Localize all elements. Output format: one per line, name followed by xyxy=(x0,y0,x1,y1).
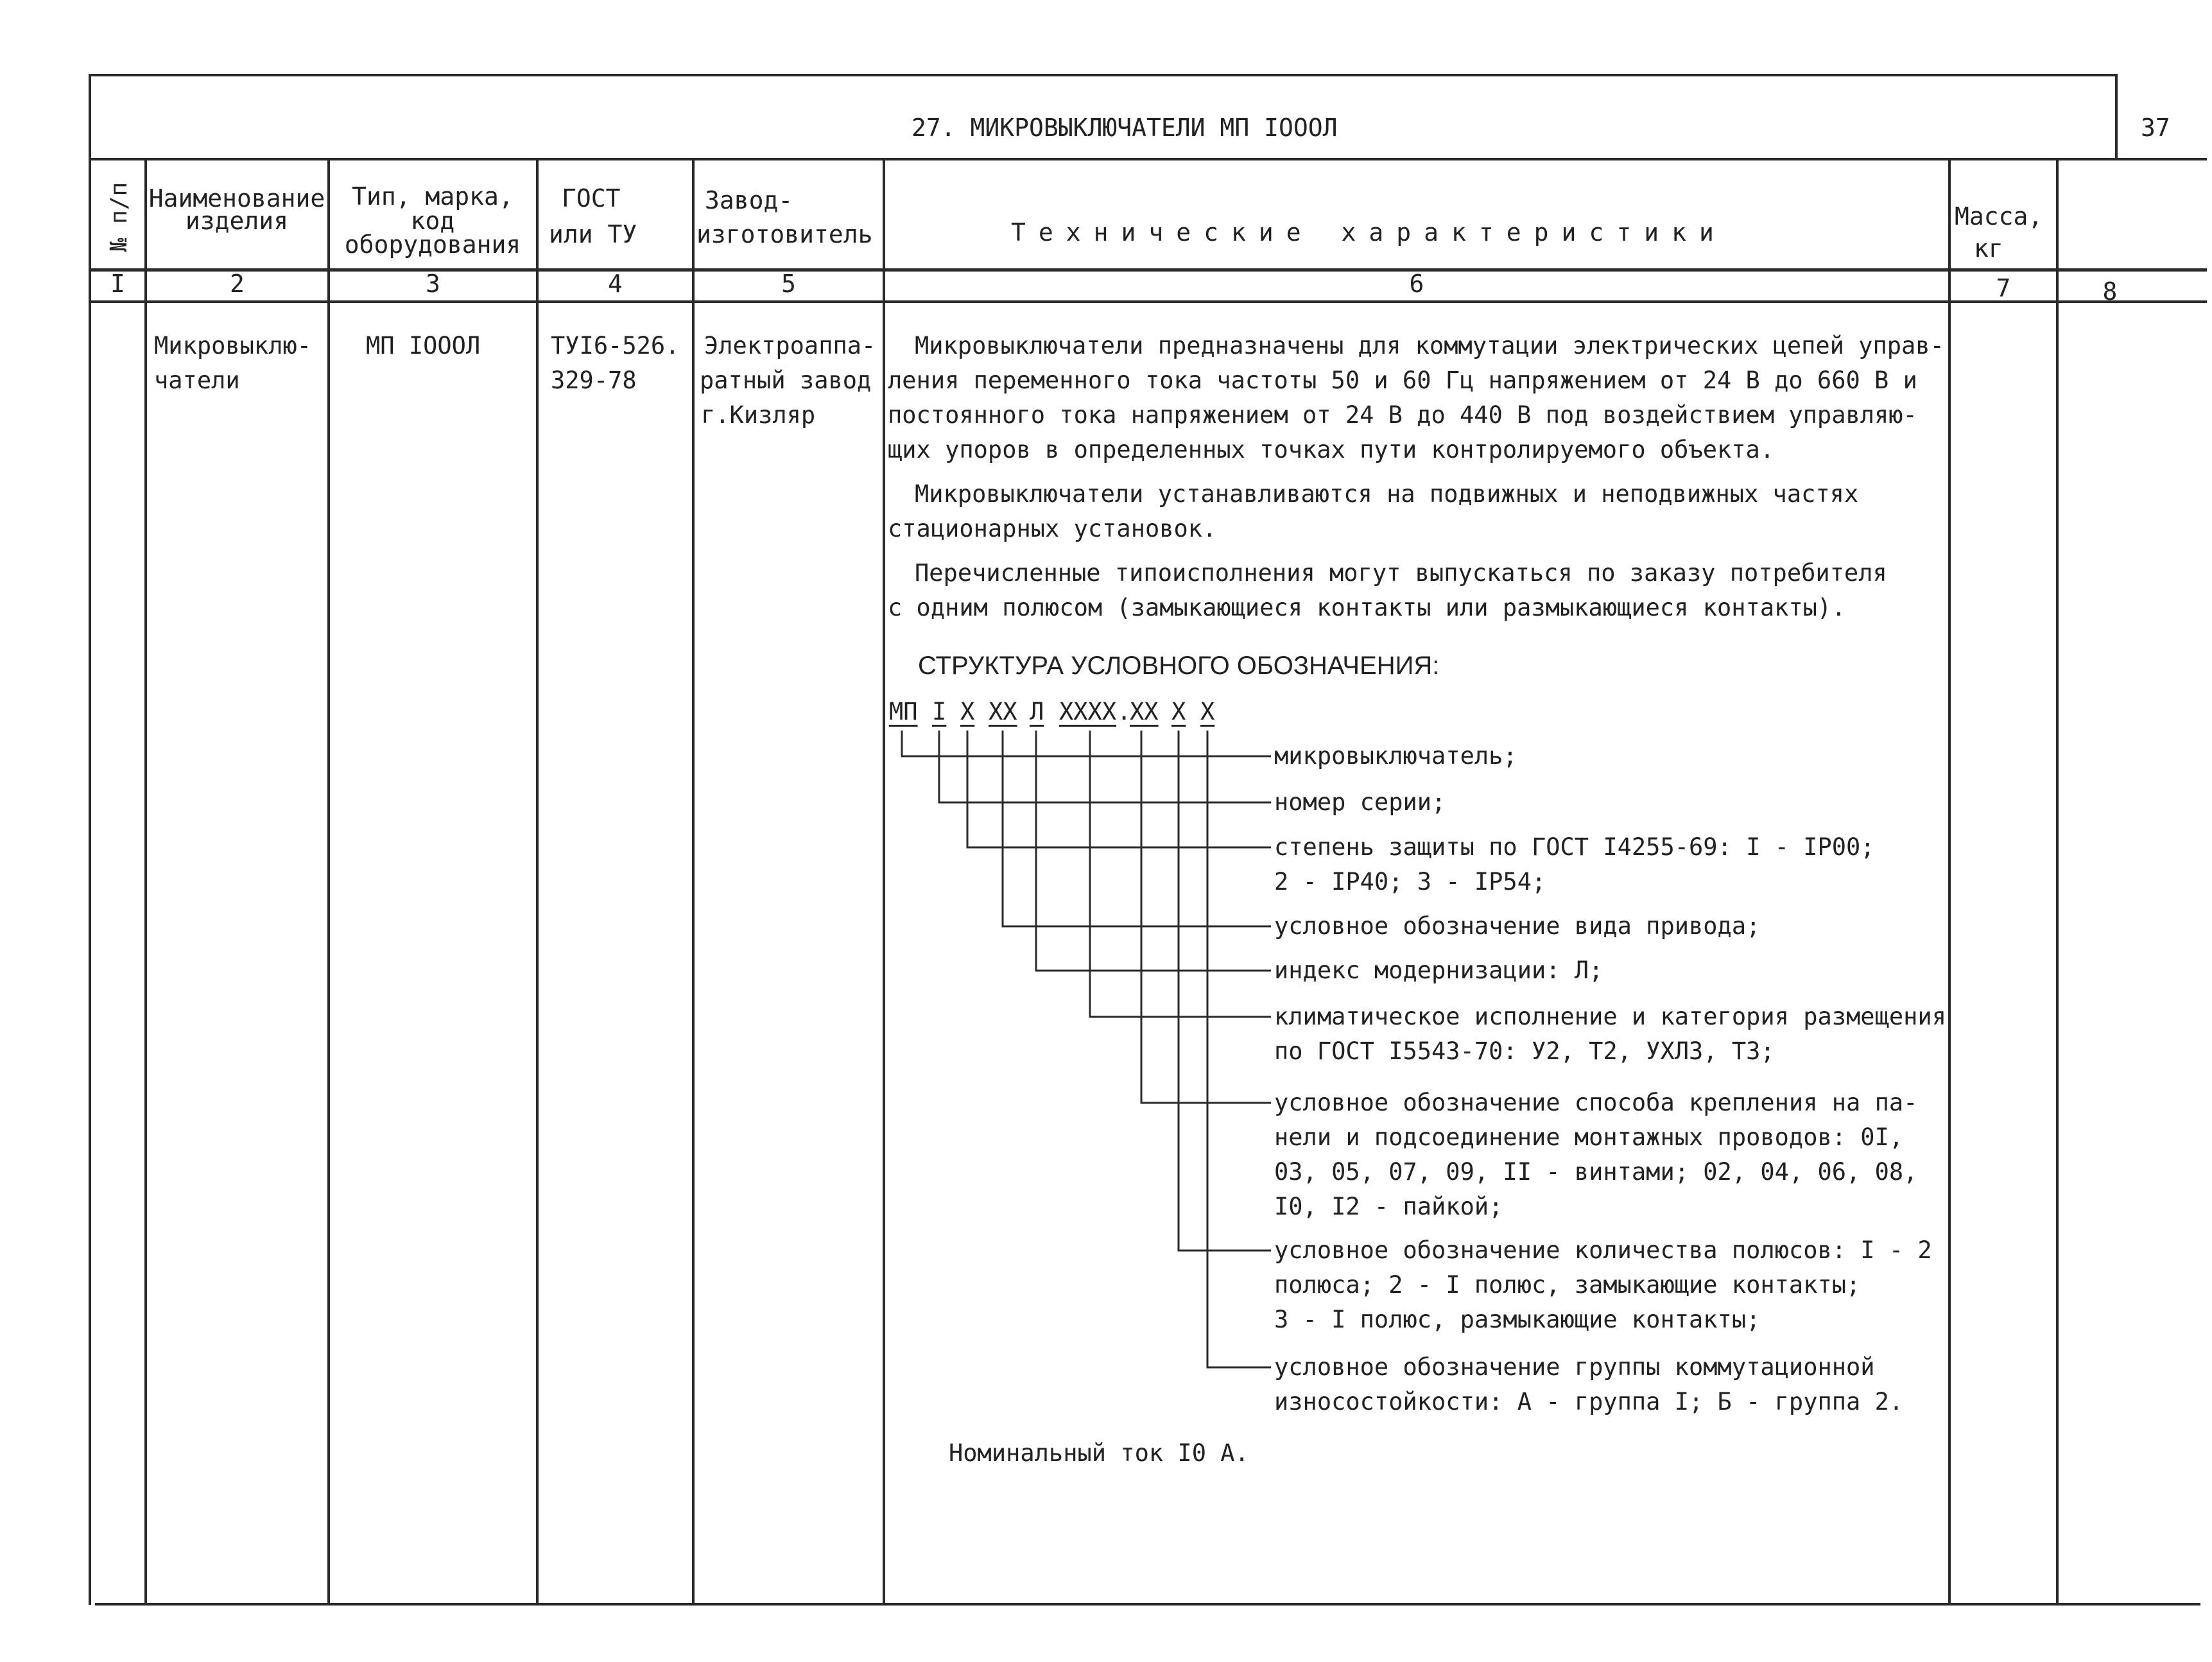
code-part-dot: . xyxy=(1117,698,1132,725)
legend-item-5: индекс модернизации: Л; xyxy=(1274,957,1603,984)
legend-item-6-line2: по ГОСТ I5543-70: У2, Т2, УХЛ3, Т3; xyxy=(1274,1037,1775,1065)
code-part-mp: МП xyxy=(889,698,918,725)
colnum-6: 6 xyxy=(1409,270,1424,298)
page-title: 27. МИКРОВЫКЛЮЧАТЕЛИ МП IOOOЛ xyxy=(912,114,1338,142)
legend-item-8-line3: 3 - I полюс, размыкающие контакты; xyxy=(1274,1306,1761,1333)
header-col4-line2: или ТУ xyxy=(549,220,637,248)
colnum-3: 3 xyxy=(426,270,440,298)
header-col3-line3: оборудования xyxy=(344,230,521,259)
legend-item-6-line1: климатическое исполнение и категория размещения xyxy=(1274,1003,1946,1030)
colnum-2: 2 xyxy=(230,270,245,298)
code-part-drive: XX xyxy=(989,698,1017,725)
header-col6: Технические характеристики xyxy=(1011,218,1727,247)
header-col1: № п/п xyxy=(106,182,132,252)
desc-p2-line2: стационарных установок. xyxy=(888,515,1217,542)
legend-item-2: номер серии; xyxy=(1274,788,1446,816)
desc-p3-line1: Перечисленные типоисполнения могут выпускаться по заказу потребителя xyxy=(915,559,1887,587)
code-part-climate: XXXX xyxy=(1059,698,1117,725)
legend-item-7-line4: I0, I2 - пайкой; xyxy=(1274,1193,1503,1220)
desc-p1-line3: постоянного тока напряжением от 24 В до 440 В под воздействием управляю- xyxy=(888,401,1917,429)
colnum-5: 5 xyxy=(781,270,796,298)
row-maker-line3: г.Кизляр xyxy=(701,401,816,429)
colnum-1: I xyxy=(110,270,125,298)
header-col7-line2: кг xyxy=(1974,234,2003,263)
code-part-poles: X xyxy=(1171,698,1186,725)
code-part-series: I xyxy=(932,698,947,725)
header-col3-line2: код xyxy=(410,207,455,235)
legend-item-7-line2: нели и подсоединение монтажных проводов: 0I, xyxy=(1274,1123,1904,1151)
colnum-8: 8 xyxy=(2102,277,2118,306)
row-name-line1: Микровыклю- xyxy=(154,332,312,359)
code-part-group: X xyxy=(1200,698,1215,725)
rated-current: Номинальный ток I0 А. xyxy=(949,1439,1249,1467)
colnum-7: 7 xyxy=(1996,274,2011,302)
page-number: 37 xyxy=(2141,114,2170,142)
desc-p1-line4: щих упоров в определенных точках пути контролируемого объекта. xyxy=(888,436,1775,463)
legend-item-7-line3: 03, 05, 07, 09, II - винтами; 02, 04, 06, 08, xyxy=(1274,1158,1918,1186)
header-col2-line1: Наименование xyxy=(148,184,325,212)
row-type: МП IOOOЛ xyxy=(366,332,481,359)
desc-p1-line2: ления переменного тока частоты 50 и 60 Гц напряжением от 24 В до 660 В и xyxy=(888,367,1917,394)
legend-item-3-line1: степень защиты по ГОСТ I4255-69: I - IP00; xyxy=(1274,833,1875,861)
header-col3-line1: Тип, марка, xyxy=(352,182,514,211)
legend-item-3-line2: 2 - IP40; 3 - IP54; xyxy=(1274,868,1546,896)
header-col2-line2: изделия xyxy=(185,207,289,235)
header-col5-line2: изготовитель xyxy=(696,220,873,248)
row-gost-line2: 329-78 xyxy=(551,367,637,394)
row-maker-line1: Электроаппа- xyxy=(704,332,876,359)
code-part-mounting: XX xyxy=(1130,698,1159,725)
code-part-protection: X xyxy=(960,698,975,725)
legend-item-8-line2: полюса; 2 - I полюс, замыкающие контакты; xyxy=(1274,1271,1861,1299)
row-maker-line2: ратный завод xyxy=(700,367,872,394)
row-name-line2: чатели xyxy=(154,367,240,394)
header-col5-line1: Завод- xyxy=(705,186,793,214)
legend-item-7-line1: условное обозначение способа крепления на па- xyxy=(1274,1089,1918,1116)
header-col4-line1: ГОСТ xyxy=(562,184,621,212)
structure-heading: СТРУКТУРА УСЛОВНОГО ОБОЗНАЧЕНИЯ: xyxy=(918,652,1440,680)
desc-p1-line1: Микровыключатели предназначены для коммутации электрических цепей управ- xyxy=(915,332,1944,359)
code-part-modernization: Л xyxy=(1030,698,1044,725)
legend-item-9-line1: условное обозначение группы коммутационной xyxy=(1274,1353,1875,1381)
colnum-4: 4 xyxy=(608,270,623,298)
legend-item-4: условное обозначение вида привода; xyxy=(1274,912,1761,940)
desc-p2-line1: Микровыключатели устанавливаются на подвижных и неподвижных частях xyxy=(915,480,1859,508)
legend-item-1: микровыключатель; xyxy=(1274,742,1517,770)
desc-p3-line2: с одним полюсом (замыкающиеся контакты или размыкающиеся контакты). xyxy=(888,594,1846,621)
legend-item-8-line1: условное обозначение количества полюсов: I - 2 xyxy=(1274,1236,1932,1264)
header-col7-line1: Масса, xyxy=(1955,202,2043,230)
legend-item-9-line2: износостойкости: А - группа I; Б - группа 2. xyxy=(1274,1388,1904,1415)
row-gost-line1: ТУI6-526. xyxy=(551,332,680,359)
